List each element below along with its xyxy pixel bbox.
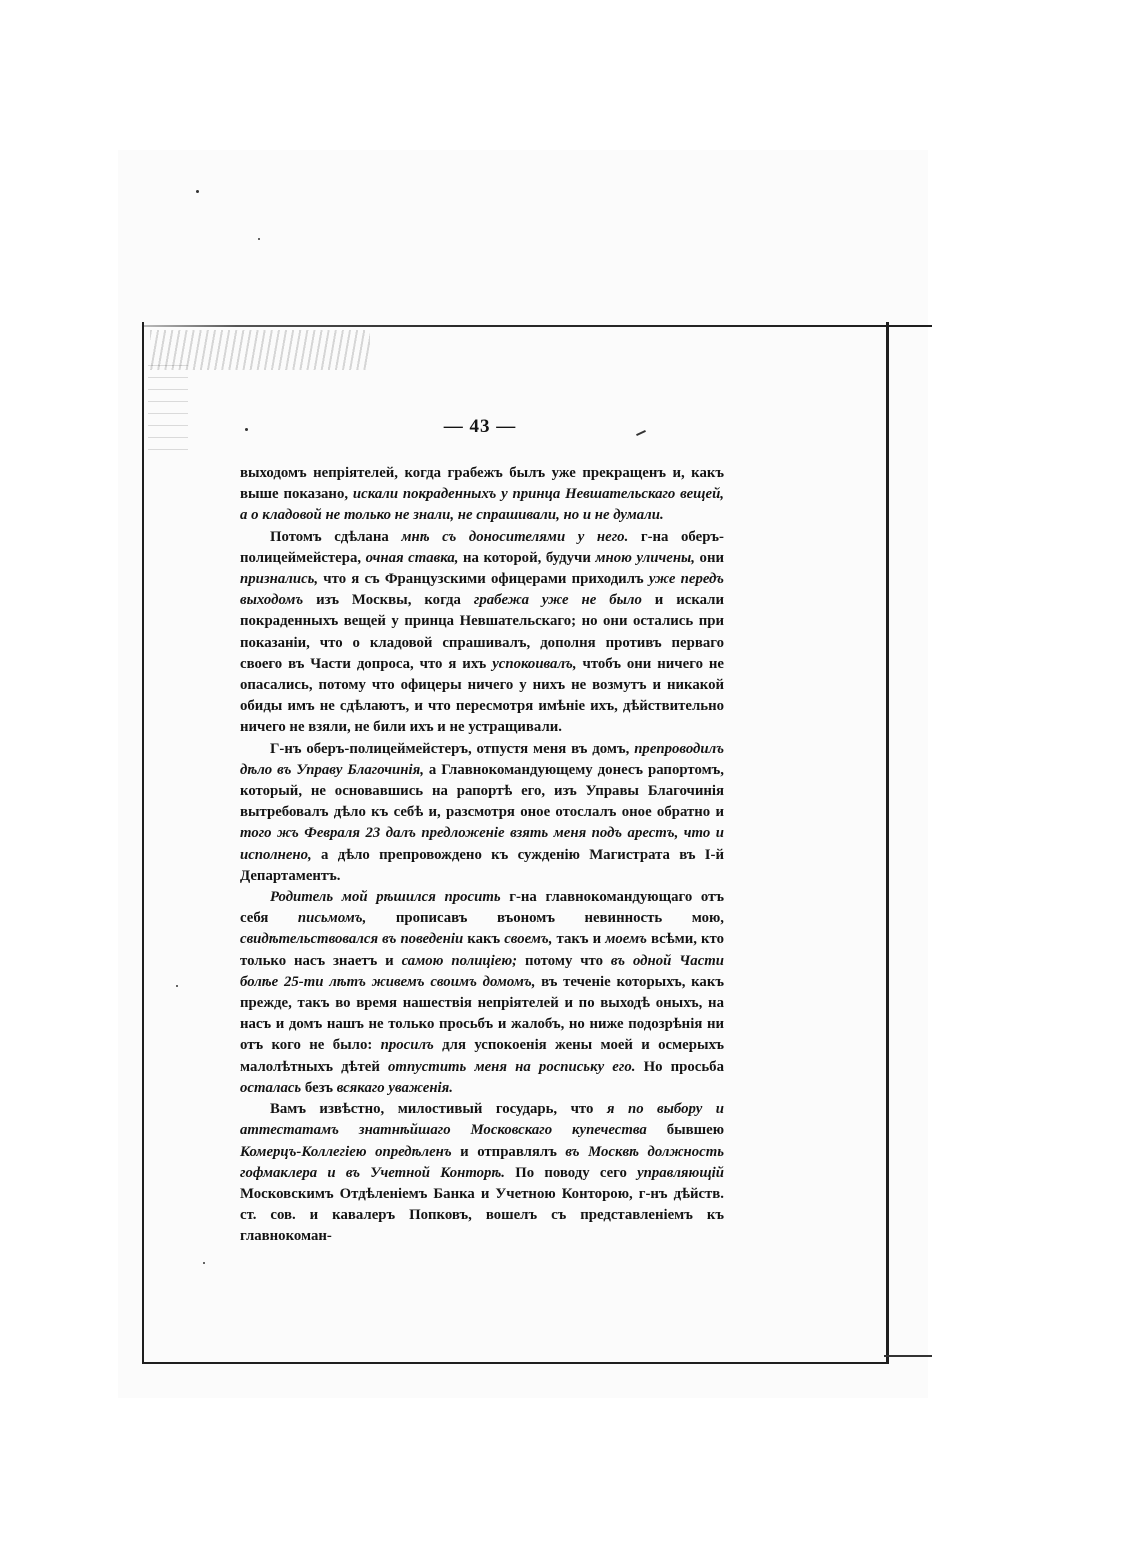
italic-text: мнѣ съ доносителями у него. [401, 528, 629, 545]
paragraph [240, 739, 724, 887]
scan-smudge-left [148, 360, 188, 450]
scan-speck [176, 985, 178, 987]
text-run: чтобъ они ничего не опасались, потому что офицеры ничего у нихъ не возмутъ и никакой обиды имъ не сдѣлаютъ, и что пересмотря имѣніе ихъ, дѣйствительно ничего не взяли, не били ихъ и не устращивали. [240, 655, 724, 736]
italic-text: письмомъ, [297, 910, 367, 927]
paragraph [240, 527, 724, 739]
italic-text: уже передъ выходомъ [240, 571, 724, 609]
italic-text: отпустить меня на роспиську его. [388, 1058, 636, 1075]
italic-text: всякаго уваженія. [336, 1079, 453, 1096]
text-run: а Главнокомандующему донесъ рапортомъ, который, не основавшись на рапортѣ его, изъ Управы Благочинія вытребовалъ дѣло къ себѣ и, разсмотря оное отослалъ оное обратно и [240, 761, 724, 821]
text-run: и отправлялъ [451, 1143, 566, 1160]
text-run: По поводу сего [505, 1164, 638, 1181]
text-run: безъ [301, 1079, 337, 1096]
text-run: г-на оберъ-полицеймейстера, [240, 528, 724, 566]
paragraph [240, 887, 724, 1099]
text-run: а дѣло препровождено къ сужденію Магистрата въ I-й Департаментъ. [240, 846, 724, 884]
italic-text: въ одной [610, 952, 672, 969]
text-run: что я съ Французскими офицерами приходилъ [318, 571, 649, 588]
paragraph [240, 1099, 724, 1247]
text-run: Г-нъ оберъ-полицеймейстеръ, отпустя меня въ домъ, [270, 740, 635, 757]
text-run: такъ и [552, 931, 606, 948]
italic-text: грабежа уже не было [473, 592, 642, 609]
italic-text: признались, [240, 571, 319, 588]
italic-text: я по выбору и аттестатамъ знатнѣйшаго Московскаго купечества [240, 1101, 724, 1139]
italic-text: свидѣтельствовался въ поведеніи [240, 931, 464, 948]
text-run: выходомъ непріятелей, когда грабежъ былъ уже прекращенъ и, какъ выше показано, [240, 465, 724, 503]
italic-text: осталась [240, 1079, 302, 1096]
italic-text: успокоивалъ, [492, 655, 577, 672]
page-frame-corner [884, 1355, 932, 1357]
italic-text: очная ставка, [365, 549, 459, 566]
scan-speck [196, 190, 199, 193]
italic-text: мною уличены, [595, 549, 696, 566]
italic-text: Родитель мой рѣшился просить [270, 889, 501, 906]
paragraph [240, 463, 724, 527]
italic-text: того жъ Февраля 23 далъ предложеніе взять меня подъ арестъ, что и исполнено, [240, 825, 724, 863]
text-run: для успокоенія жены моей и осмерыхъ малолѣтныхъ дѣтей [240, 1037, 724, 1075]
italic-text: въ Москвѣ должность гофмаклера и въ Учетной Конторѣ. [240, 1143, 724, 1181]
page-number: — 43 — [443, 416, 517, 437]
body-text [240, 463, 724, 1248]
italic-text: Комерцъ-Коллегіею опредѣленъ [240, 1143, 452, 1160]
text-run: Потомъ сдѣлана [270, 528, 402, 545]
text-run: всѣми, кто только насъ знаетъ и [240, 931, 724, 969]
text-run: изъ Москвы, когда [303, 592, 474, 609]
text-run: Но просьба [635, 1058, 724, 1075]
scan-speck [203, 1262, 205, 1264]
italic-text: своемъ, [504, 931, 553, 948]
text-run: какъ [463, 931, 505, 948]
scan-speck [245, 428, 248, 431]
text-run: Московскимъ Отдѣленіемъ Банка и Учетною Конторою, г-нъ дѣйств. ст. сов. и кавалеръ Попковъ, вошелъ съ представленіемъ къ главнокоман- [240, 1185, 724, 1245]
italic-text: препроводилъ дѣло въ Управу Благочинія, [240, 740, 724, 778]
text-run: въ теченіе которыхъ, какъ прежде, такъ во время нашествія непріятелей и по выходѣ оныхъ, на насъ и домъ нашъ не только просьбъ и жалобъ, но ниже подозрѣнія ни отъ кого не было: [240, 973, 724, 1054]
text-run: и искали покраденныхъ вещей у принца Невшательскаго; но они остались при показаніи, что о кладовой спрашивалъ, дополня противъ перваго своего въ Части допроса, что я ихъ [240, 592, 724, 672]
italic-text: моемъ [605, 931, 647, 948]
text-run: они [695, 549, 724, 566]
italic-text: просилъ [380, 1037, 434, 1054]
italic-text: управляющій [637, 1164, 724, 1181]
text-run: г-на главнокомандующаго отъ себя [240, 889, 724, 927]
text-run: прописавъ въономъ невинность мою, [366, 910, 724, 927]
text-run: бывшею [646, 1122, 724, 1139]
text-run: Вамъ извѣстно, милостивый государь, что [270, 1101, 607, 1118]
italic-text: самою полиціею; [401, 952, 518, 969]
italic-text: искали покраденныхъ у принца Невшательскаго вещей, а о кладовой не только не знали, не спрашивали, но и не думали. [240, 486, 725, 524]
text-run: потому что [517, 952, 611, 969]
italic-text: Части болѣе 25-ти лѣтъ живемъ своимъ домомъ, [240, 952, 725, 990]
text-run: на которой, будучи [458, 549, 596, 566]
scan-speck [258, 238, 260, 240]
